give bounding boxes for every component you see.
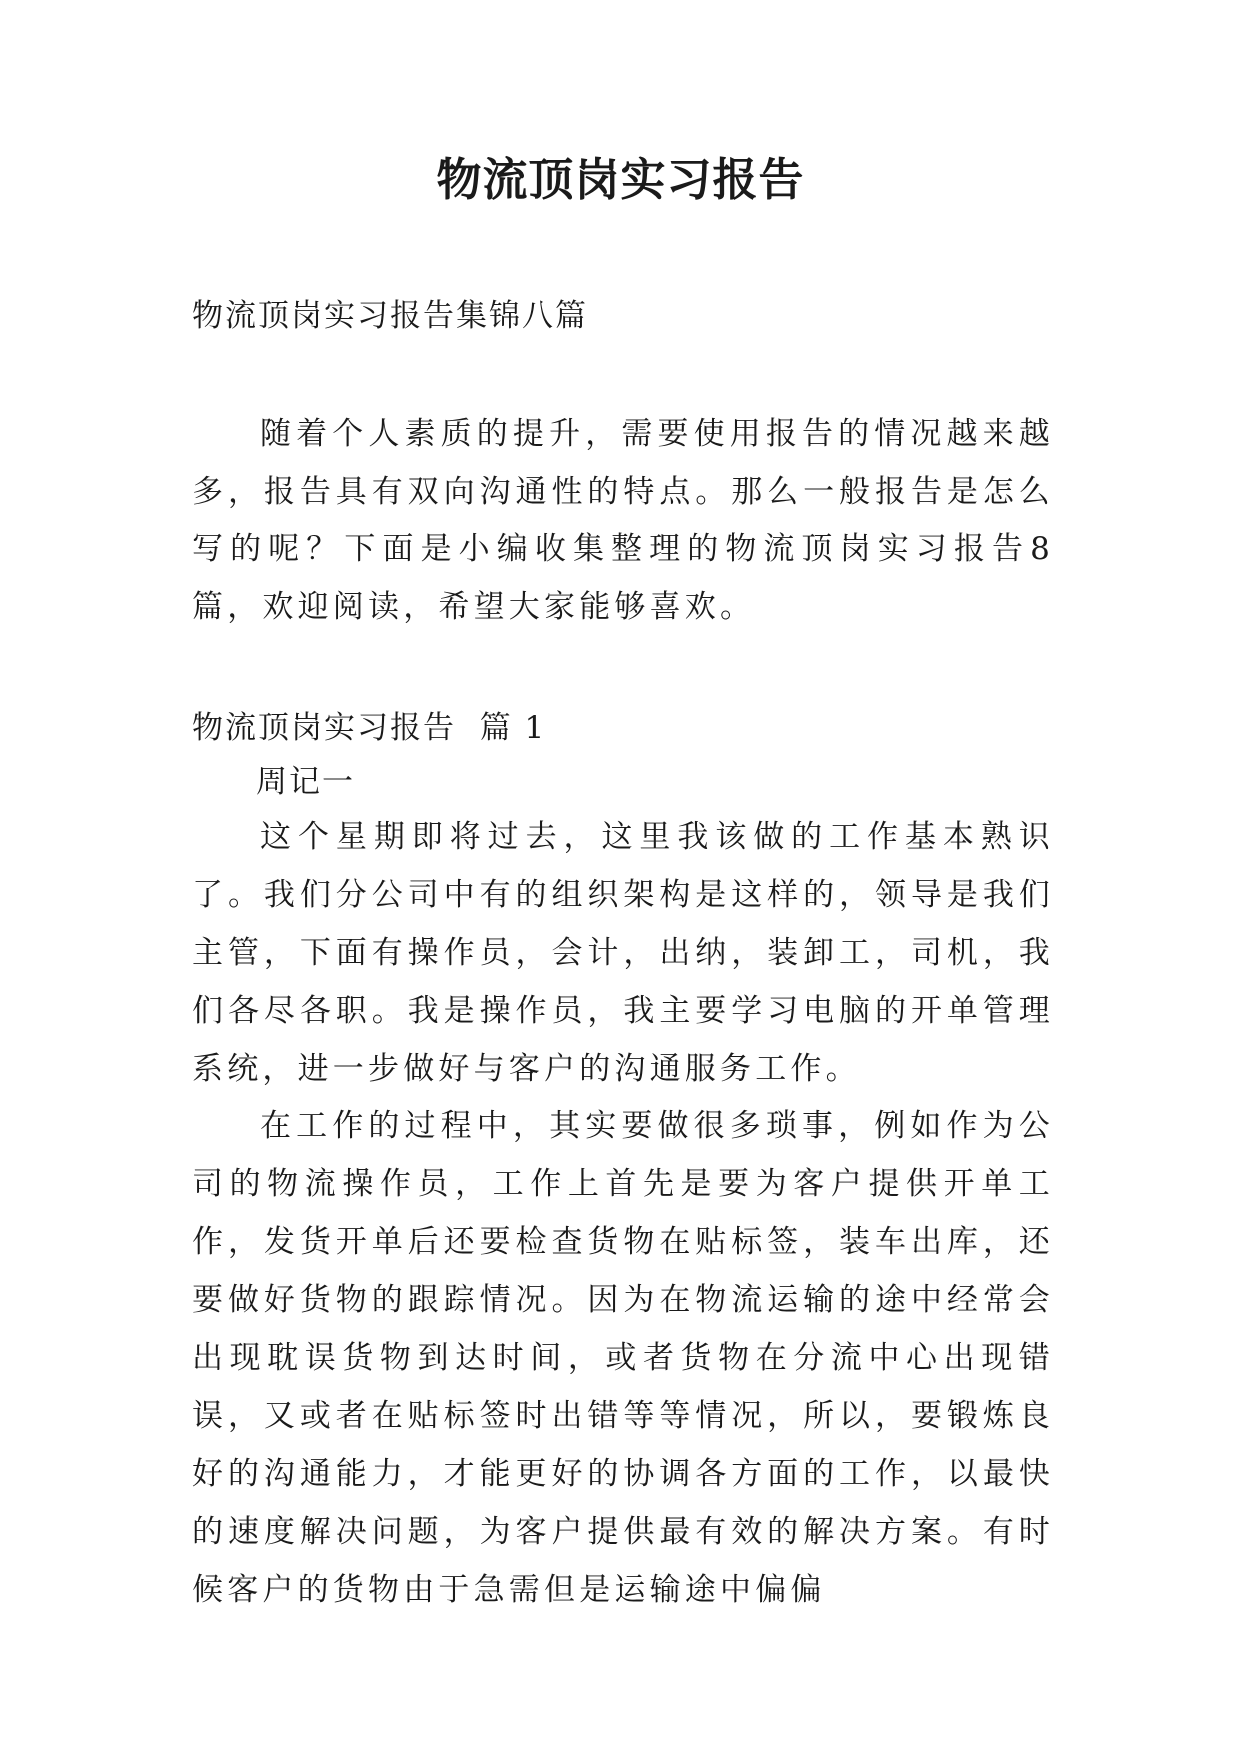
- weekly-label: 周记一: [256, 764, 355, 800]
- intro-paragraph: 随着个人素质的提升，需要使用报告的情况越来越多，报告具有双向沟通性的特点。那么一般报告是怎么写的呢？下面是小编收集整理的物流顶岗实习报告8篇，欢迎阅读，希望大家能够喜欢。: [192, 416, 1054, 625]
- document-subtitle: 物流顶岗实习报告集锦八篇: [192, 298, 588, 334]
- document-title: 物流顶岗实习报告: [436, 153, 805, 206]
- body-paragraph-2: 在工作的过程中，其实要做很多琐事，例如作为公司的物流操作员，工作上首先是要为客户提供开单工作，发货开单后还要检查货物在贴标签，装车出库，还要做好货物的跟踪情况。因为在物流运输的途中经常会出现耽误货物到达时间，或者货物在分流中心出现错误，又或者在贴标签时出错等等情况，所以，要锻炼良好的沟通能力，才能更好的协调各方面的工作，以最快的速度解决问题，为客户提供最有效的解决方案。有时候客户的货物由于急需但是运输途中偏偏: [192, 1108, 1054, 1608]
- section-heading: 物流顶岗实习报告 篇 1: [192, 710, 547, 746]
- body-paragraph-1: 这个星期即将过去，这里我该做的工作基本熟识了。我们分公司中有的组织架构是这样的，领导是我们主管，下面有操作员，会计，出纳，装卸工，司机，我们各尽各职。我是操作员，我主要学习电脑的开单管理系统，进一步做好与客户的沟通服务工作。: [192, 819, 1054, 1087]
